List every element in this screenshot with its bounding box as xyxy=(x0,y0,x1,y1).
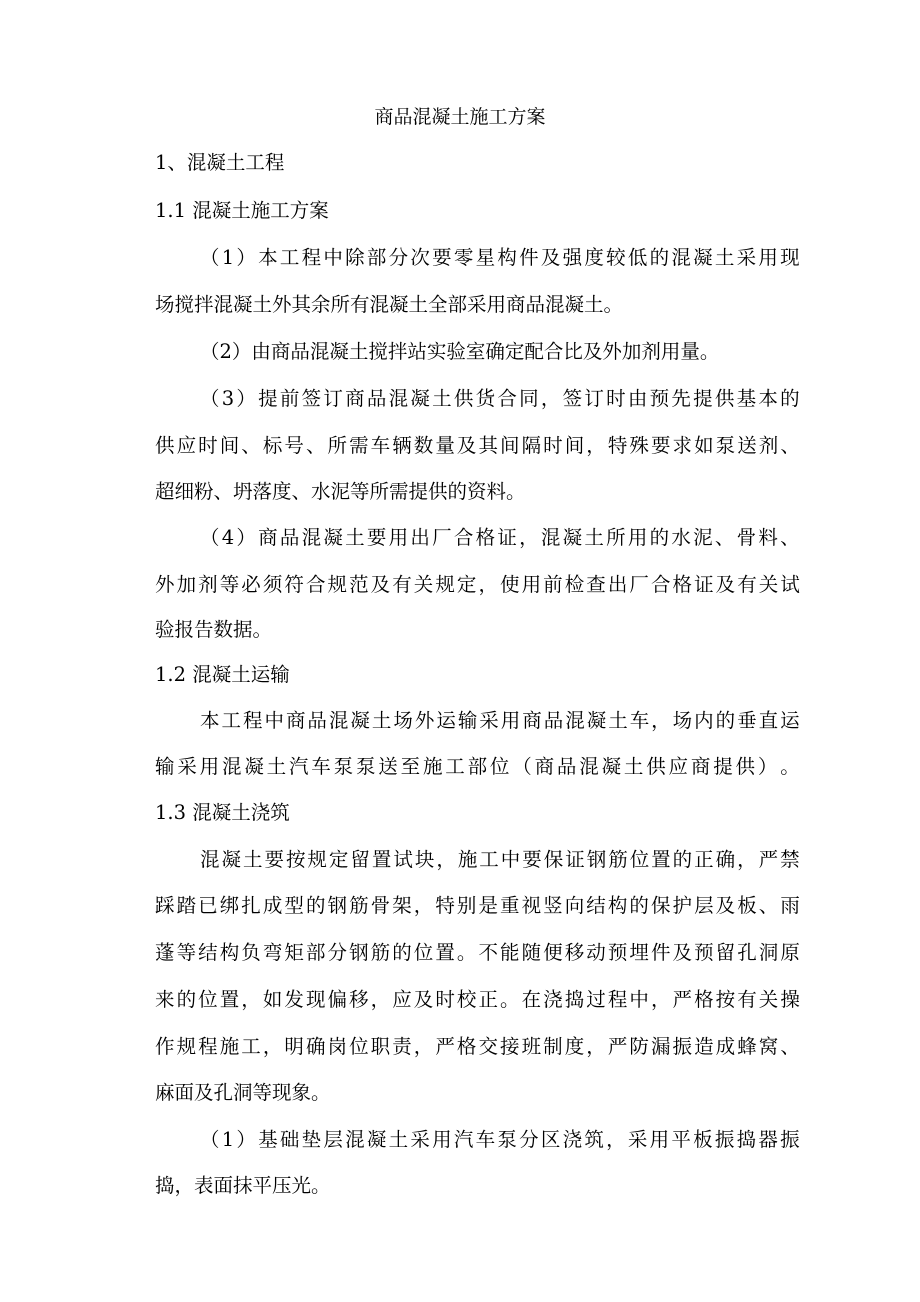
paragraph-6-line-6: 麻面及孔洞等现象。 xyxy=(155,1081,331,1104)
paragraph-5-line-2: 输 采 用 混 凝 土 汽 车 泵 泵 送 至 施 工 部 位 （ 商 品 混 凝 土 供 应 商 提 供 ） 。 xyxy=(155,755,800,778)
paragraph-4-line-3: 验报告数据。 xyxy=(155,618,273,641)
paragraph-3-line-2: 供 应 时 间 、 标 号 、 所 需 车 辆 数 量 及 其 间 隔 时 间 ， 特 殊 要 求 如 泵 送 剂 、 xyxy=(155,434,800,457)
paragraph-6-line-4: 来 的 位 置 ， 如 发 现 偏 移 ， 应 及 时 校 正 。 在 浇 捣 过 程 中 ， 严 格 按 有 关 操 xyxy=(155,988,800,1011)
paragraph-1-line-1: （ 1 ） 本 工 程 中 除 部 分 次 要 零 星 构 件 及 强 度 较 低 的 混 凝 土 采 用 现 xyxy=(200,246,800,269)
heading-1-1: 1.1 混凝土施工方案 xyxy=(155,199,329,222)
paragraph-6-line-5: 作 规 程 施 工 ， 明 确 岗 位 职 责 ， 严 格 交 接 班 制 度 ， 严 防 漏 振 造 成 蜂 窝 、 xyxy=(155,1035,800,1058)
document-title: 商品混凝土施工方案 xyxy=(374,106,546,128)
paragraph-4-line-2: 外 加 剂 等 必 须 符 合 规 范 及 有 关 规 定 ， 使 用 前 检 查 出 厂 合 格 证 及 有 关 试 xyxy=(155,573,800,596)
paragraph-6-line-3: 蓬 等 结 构 负 弯 矩 部 分 钢 筋 的 位 置 。 不 能 随 便 移 动 预 埋 件 及 预 留 孔 洞 原 xyxy=(155,941,800,964)
paragraph-7-line-2: 捣，表面抹平压光。 xyxy=(155,1174,331,1197)
paragraph-3-line-1: （ 3 ） 提 前 签 订 商 品 混 凝 土 供 货 合 同 ， 签 订 时 由 预 先 提 供 基 本 的 xyxy=(200,387,800,410)
paragraph-1-line-2: 场搅拌混凝土外其余所有混凝土全部采用商品混凝土。 xyxy=(155,293,624,316)
heading-1: 1、混凝土工程 xyxy=(155,151,285,174)
heading-1-3: 1.3 混凝土浇筑 xyxy=(155,801,290,824)
heading-1-2: 1.2 混凝土运输 xyxy=(155,663,290,686)
paragraph-3-line-3: 超细粉、坍落度、水泥等所需提供的资料。 xyxy=(155,480,526,503)
paragraph-4-line-1: （ 4 ） 商 品 混 凝 土 要 用 出 厂 合 格 证 ， 混 凝 土 所 用 的 水 泥 、 骨 料 、 xyxy=(200,526,800,549)
paragraph-7-line-1: （ 1 ） 基 础 垫 层 混 凝 土 采 用 汽 车 泵 分 区 浇 筑 ， 采 用 平 板 振 捣 器 振 xyxy=(200,1128,800,1151)
paragraph-5-line-1: 本 工 程 中 商 品 混 凝 土 场 外 运 输 采 用 商 品 混 凝 土 车 ， 场 内 的 垂 直 运 xyxy=(200,709,800,732)
paragraph-6-line-2: 踩 踏 已 绑 扎 成 型 的 钢 筋 骨 架 ， 特 别 是 重 视 竖 向 结 构 的 保 护 层 及 板 、 雨 xyxy=(155,894,800,917)
paragraph-6-line-1: 混 凝 土 要 按 规 定 留 置 试 块 ， 施 工 中 要 保 证 钢 筋 位 置 的 正 确 ， 严 禁 xyxy=(200,848,800,871)
paragraph-2-line-1: （2）由商品混凝土搅拌站实验室确定配合比及外加剂用量。 xyxy=(200,340,720,363)
